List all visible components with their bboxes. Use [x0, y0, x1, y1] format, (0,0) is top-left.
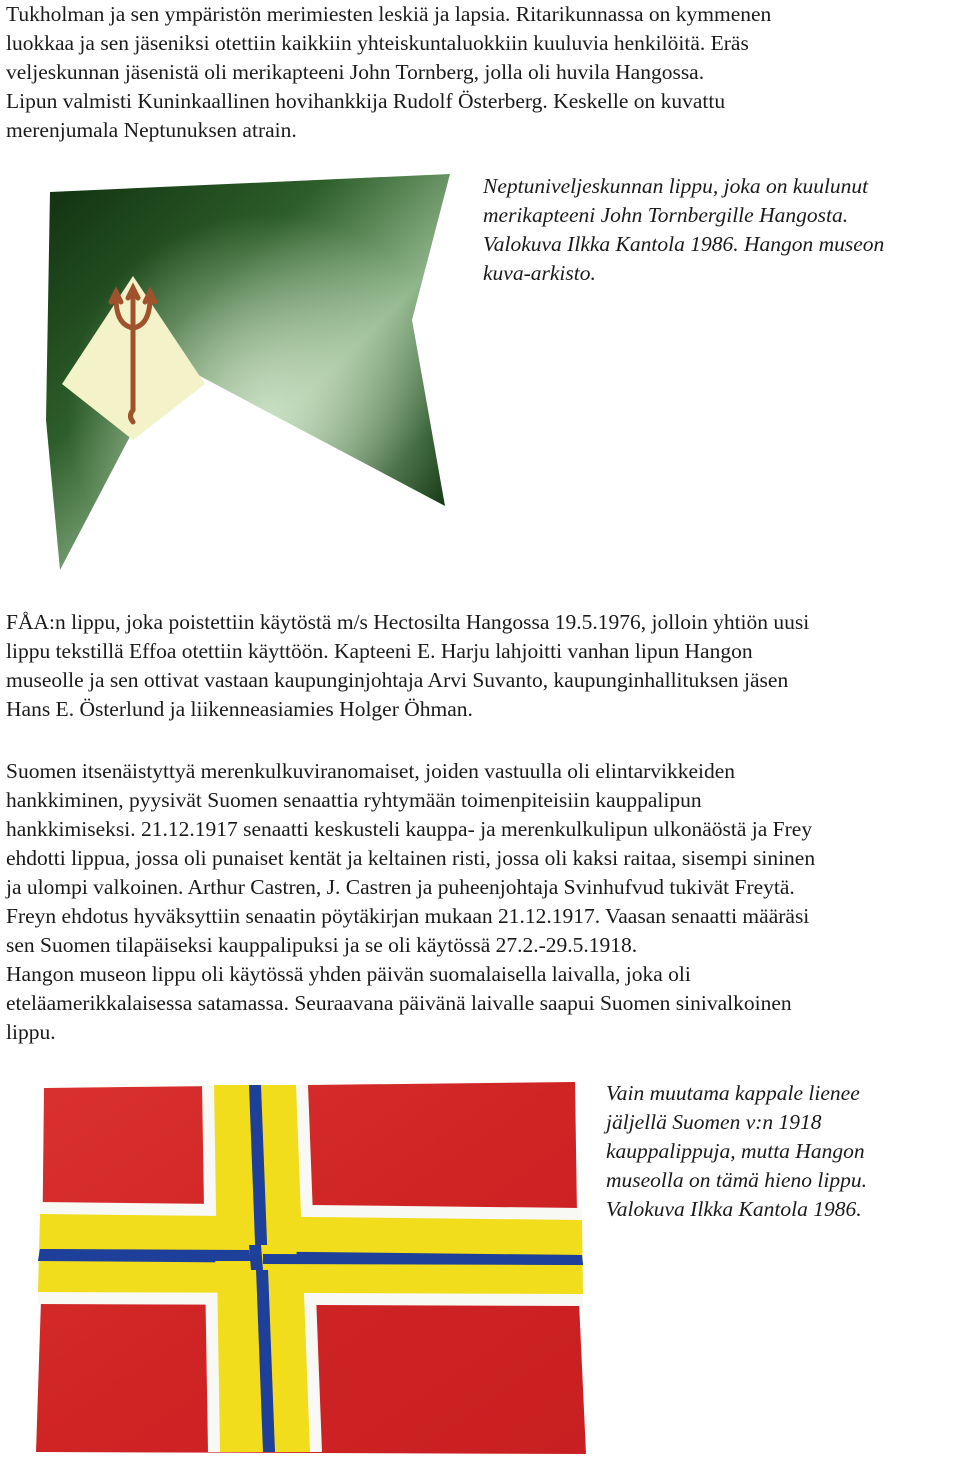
- text-line: museolle ja sen ottivat vastaan kaupunginjohtaja Arvi Suvanto, kaupunginhallituksen jäsen: [6, 668, 789, 692]
- text-line: hankkiminen, pyysivät Suomen senaattia ryhtymään toimenpiteisiin kauppalipun: [6, 788, 702, 812]
- text-line: Hans E. Österlund ja liikenneasiamies Holger Öhman.: [6, 697, 473, 721]
- text-line: ja ulompi valkoinen. Arthur Castren, J. Castren ja puheenjohtaja Svinhufvud tukivät Freytä.: [6, 875, 795, 899]
- caption-merchant-flag: [606, 1079, 867, 1224]
- text-line: lippu.: [6, 1020, 56, 1044]
- caption-line: merikapteeni John Tornbergille Hangosta.: [483, 203, 849, 227]
- text-line: Hangon museon lippu oli käytössä yhden päivän suomalaisella laivalla, joka oli: [6, 962, 691, 986]
- caption-line: Vain muutama kappale lienee: [606, 1081, 860, 1105]
- paragraph-neptune-order: [6, 0, 958, 145]
- caption-line: jäljellä Suomen v:n 1918: [606, 1110, 822, 1134]
- caption-line: museolla on tämä hieno lippu.: [606, 1168, 867, 1192]
- caption-line: Valokuva Ilkka Kantola 1986. Hangon museon: [483, 232, 885, 256]
- text-line: merenjumala Neptunuksen atrain.: [6, 118, 297, 142]
- paragraph-faa-flag: [6, 608, 958, 724]
- caption-neptune-flag: [483, 172, 884, 288]
- text-line: lippu tekstillä Effoa otettiin käyttöön. Kapteeni E. Harju lahjoitti vanhan lipun Hangon: [6, 639, 753, 663]
- neptune-flag-photo: [40, 170, 460, 580]
- text-line: ehdotti lippua, jossa oli punaiset kentät ja keltainen risti, jossa oli kaksi raitaa, sisempi sininen: [6, 846, 816, 870]
- text-line: veljeskunnan jäsenistä oli merikapteeni John Tornberg, jolla oli huvila Hangossa.: [6, 60, 705, 84]
- text-line: Freyn ehdotus hyväksyttiin senaatin pöytäkirjan mukaan 21.12.1917. Vaasan senaatti määräsi: [6, 904, 810, 928]
- caption-line: kuva-arkisto.: [483, 261, 596, 285]
- text-line: Suomen itsenäistyttyä merenkulkuviranomaiset, joiden vastuulla oli elintarvikkeiden: [6, 759, 736, 783]
- caption-line: Neptuniveljeskunnan lippu, joka on kuulunut: [483, 174, 869, 198]
- caption-line: Valokuva Ilkka Kantola 1986.: [606, 1197, 862, 1221]
- caption-line: kauppalippuja, mutta Hangon: [606, 1139, 865, 1163]
- text-line: FÅA:n lippu, joka poistettiin käytöstä m/s Hectosilta Hangossa 19.5.1976, jolloin yhtiön uusi: [6, 610, 810, 634]
- paragraph-merchant-flag-history: [6, 757, 958, 1047]
- text-line: eteläamerikkalaisessa satamassa. Seuraavana päivänä laivalle saapui Suomen sinivalkoinen: [6, 991, 792, 1015]
- text-line: Tukholman ja sen ympäristön merimiesten leskiä ja lapsia. Ritarikunnassa on kymmenen: [6, 2, 772, 26]
- text-line: hankkimiseksi. 21.12.1917 senaatti keskusteli kauppa- ja merenkulkulipun ulkonäöstä ja Frey: [6, 817, 813, 841]
- text-line: luokkaa ja sen jäseniksi otettiin kaikkiin yhteiskuntaluokkiin kuuluvia henkilöitä. Eräs: [6, 31, 749, 55]
- text-line: sen Suomen tilapäiseksi kauppalipuksi ja se oli käytössä 27.2.-29.5.1918.: [6, 933, 638, 957]
- text-line: Lipun valmisti Kuninkaallinen hovihankkija Rudolf Österberg. Keskelle on kuvattu: [6, 89, 726, 113]
- merchant-flag-1918-photo: [30, 1080, 590, 1460]
